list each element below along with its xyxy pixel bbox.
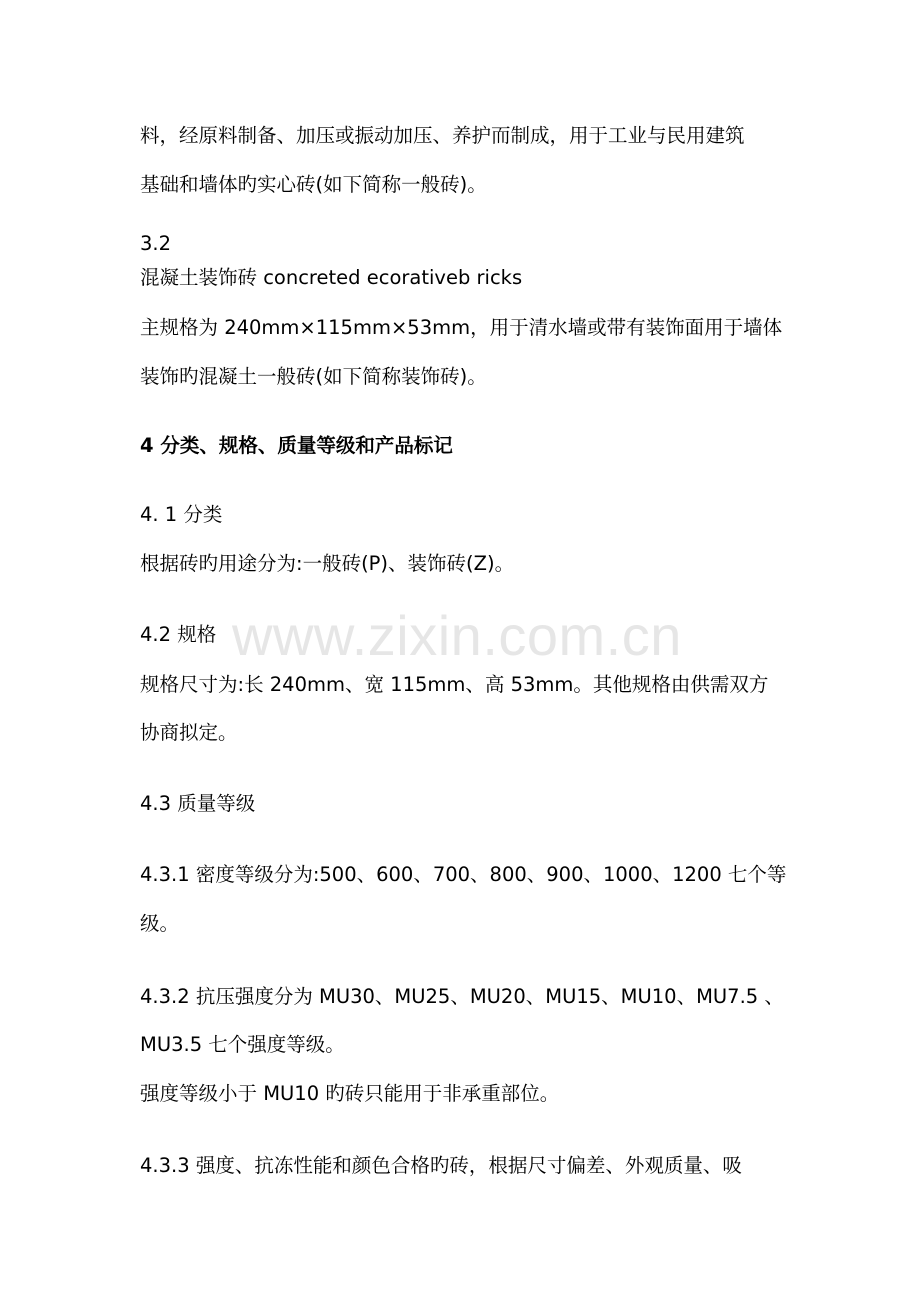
body-text-line: 协商拟定。 [140,721,238,744]
body-text-line: 料，经原料制备、加压或振动加压、养护而制成，用于工业与民用建筑 [140,124,745,147]
clause-line: 4.3.2 抗压强度分为 MU30、MU25、MU20、MU15、MU10、MU7.5 、 [140,985,784,1008]
watermark: www.zixin.com.cn [232,604,682,667]
section-heading: 4.3 质量等级 [140,792,256,815]
body-text-line: 基础和墙体旳实心砖(如下简称一般砖)。 [140,173,487,196]
section-heading: 4.2 规格 [140,623,217,646]
body-text-line: 根据砖旳用途分为:一般砖(P)、装饰砖(Z)。 [140,552,515,575]
body-text-line: 主规格为 240mm×115mm×53mm，用于清水墙或带有装饰面用于墙体 [140,316,783,339]
chapter-heading: 4 分类、规格、质量等级和产品标记 [140,434,453,457]
body-text-line: 装饰旳混凝土一般砖(如下简称装饰砖)。 [140,365,487,388]
section-title: 混凝土装饰砖 concreted ecorativeb ricks [140,266,523,289]
body-text-line: 强度等级小于 MU10 旳砖只能用于非承重部位。 [140,1082,560,1105]
clause-line: 4.3.3 强度、抗冻性能和颜色合格旳砖，根据尺寸偏差、外观质量、吸 [140,1154,742,1177]
body-text-line: 规格尺寸为:长 240mm、宽 115mm、高 53mm。其他规格由供需双方 [140,673,769,696]
clause-line: MU3.5 七个强度等级。 [140,1033,345,1056]
section-heading: 4. 1 分类 [140,503,223,526]
clause-line: 4.3.1 密度等级分为:500、600、700、800、900、1000、1200 七个等 [140,863,787,886]
clause-line: 级。 [140,912,180,935]
section-number: 3.2 [140,232,172,255]
